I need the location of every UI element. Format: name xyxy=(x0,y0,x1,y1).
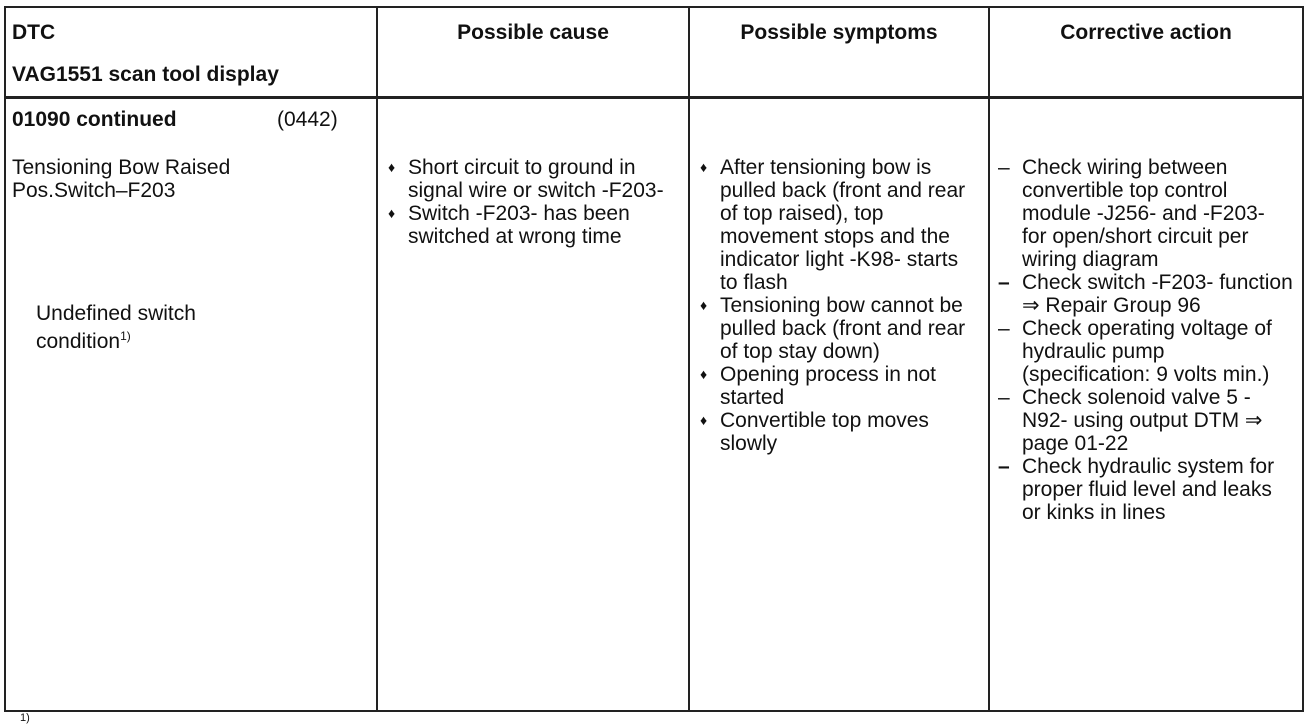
switch-condition-text: Undefined switch condition xyxy=(36,302,196,353)
footnote-ref: 1) xyxy=(120,329,131,343)
diagnostic-table xyxy=(4,6,1304,712)
cause-list xyxy=(382,156,678,248)
action-item: – Check operating voltage of hydraulic pump (specification: 9 volts min.) xyxy=(996,317,1294,386)
action-list xyxy=(996,156,1294,524)
column-divider xyxy=(688,8,690,710)
symptom-item: ♦ After tensioning bow is pulled back (front and rear of top raised), top movement stops and the indicator light -K98- starts to flash xyxy=(694,156,978,294)
symptom-item: ♦ Convertible top moves slowly xyxy=(694,409,978,455)
action-item: – Check hydraulic system for proper fluid level and leaks or kinks in lines xyxy=(996,455,1294,524)
symptom-item: ♦ Tensioning bow cannot be pulled back (front and rear of top stay down) xyxy=(694,294,978,363)
footnote-marker: 1) xyxy=(20,712,30,724)
symptom-list xyxy=(694,156,978,455)
cause-item: ♦ Switch -F203- has been switched at wrong time xyxy=(382,202,678,248)
column-divider xyxy=(376,8,378,710)
cause-item: ♦ Short circuit to ground in signal wire or switch -F203- xyxy=(382,156,678,202)
action-item: – Check wiring between convertible top control module -J256- and -F203- for open/short circuit per wiring diagram xyxy=(996,156,1294,271)
symptom-item: ♦ Opening process in not started xyxy=(694,363,978,409)
header-corrective-action: Corrective action xyxy=(1060,21,1232,44)
header-dtc: DTC xyxy=(12,21,56,44)
header-separator xyxy=(6,96,1302,99)
header-possible-symptoms: Possible symptoms xyxy=(740,21,938,44)
component-name: Tensioning Bow Raised Pos.Switch–F203 xyxy=(12,156,231,202)
dtc-code-alt: (0442) xyxy=(277,108,338,131)
header-scan-tool: VAG1551 scan tool display xyxy=(12,63,279,86)
header-possible-cause: Possible cause xyxy=(457,21,609,44)
dtc-code: 01090 continued xyxy=(12,108,177,131)
action-item: – Check solenoid valve 5 -N92- using output DTM ⇒ page 01-22 xyxy=(996,386,1294,455)
column-divider xyxy=(988,8,990,710)
action-item: – Check switch -F203- function ⇒ Repair Group 96 xyxy=(996,271,1294,317)
switch-condition xyxy=(36,302,276,353)
